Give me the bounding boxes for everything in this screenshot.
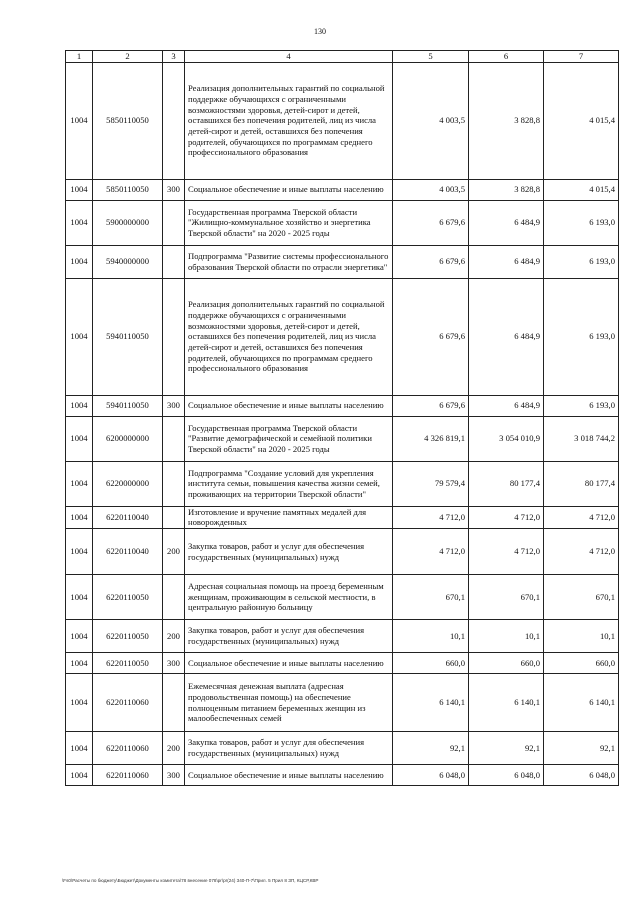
budget-table [65,50,619,786]
section-code-cell: 1004 [66,732,93,765]
table-row [66,245,619,278]
expense-type-cell: 300 [163,179,185,200]
table-row [66,620,619,653]
amount-2022-cell: 10,1 [544,620,619,653]
table-row [66,575,619,620]
description-cell: Подпрограмма "Развитие системы профессионального образования Тверской области по отрасли энергетика" [185,245,393,278]
amount-2022-cell: 6 193,0 [544,395,619,416]
amount-2021-cell: 6 484,9 [469,245,544,278]
amount-2021-cell: 80 177,4 [469,461,544,506]
target-article-cell: 5940110050 [93,278,163,395]
amount-2022-cell: 6 140,1 [544,674,619,732]
amount-2020-cell: 92,1 [393,732,469,765]
amount-2022-cell: 4 015,4 [544,179,619,200]
amount-2020-cell: 4 712,0 [393,529,469,575]
amount-2022-cell: 92,1 [544,732,619,765]
amount-2021-cell: 92,1 [469,732,544,765]
table-row [66,674,619,732]
description-cell: Реализация дополнительных гарантий по социальной поддержке обучающихся с ограниченными возможностями здоровья, детей-сирот и детей, оставшихся без попечения родителей, лиц из числа детей-сирот и детей, оставшихся без попечения родителей, обучающихся по программам среднего профессионального образования [185,62,393,179]
table-row [66,416,619,461]
page-number: 130 [314,27,326,36]
expense-type-cell [163,278,185,395]
amount-2022-cell: 4 015,4 [544,62,619,179]
header-col-1: 1 [66,51,93,63]
file-path-footer: \Fs0\Расчеты по бюджету\Бюджет\Документы комитета\78 внесение 078\pr\pr(24) 340-П-7\Прил. 5 Прил 8 ЗП, КЦСР,КВР [62,878,319,883]
section-code-cell: 1004 [66,765,93,786]
expense-type-cell: 300 [163,653,185,674]
section-code-cell: 1004 [66,461,93,506]
expense-type-cell: 200 [163,620,185,653]
amount-2021-cell: 4 712,0 [469,529,544,575]
expense-type-cell [163,62,185,179]
target-article-cell: 5850110050 [93,179,163,200]
amount-2020-cell: 6 679,6 [393,395,469,416]
expense-type-cell: 200 [163,732,185,765]
amount-2020-cell: 4 712,0 [393,506,469,528]
amount-2020-cell: 6 140,1 [393,674,469,732]
expense-type-cell [163,416,185,461]
description-cell: Закупка товаров, работ и услуг для обеспечения государственных (муниципальных) нужд [185,529,393,575]
target-article-cell: 5850110050 [93,62,163,179]
target-article-cell: 5940000000 [93,245,163,278]
description-cell: Социальное обеспечение и иные выплаты населению [185,395,393,416]
description-cell: Социальное обеспечение и иные выплаты населению [185,179,393,200]
target-article-cell: 5900000000 [93,200,163,245]
description-cell: Закупка товаров, работ и услуг для обеспечения государственных (муниципальных) нужд [185,620,393,653]
section-code-cell: 1004 [66,653,93,674]
expense-type-cell: 300 [163,765,185,786]
header-col-3: 3 [163,51,185,63]
header-col-6: 6 [469,51,544,63]
table-row [66,732,619,765]
amount-2022-cell: 6 193,0 [544,245,619,278]
description-cell: Подпрограмма "Создание условий для укрепления института семьи, повышения качества жизни семей, проживающих на территории Тверской области" [185,461,393,506]
table-row [66,506,619,528]
amount-2020-cell: 670,1 [393,575,469,620]
amount-2021-cell: 6 484,9 [469,200,544,245]
section-code-cell: 1004 [66,620,93,653]
table-row [66,200,619,245]
amount-2020-cell: 6 679,6 [393,278,469,395]
section-code-cell: 1004 [66,416,93,461]
amount-2020-cell: 4 326 819,1 [393,416,469,461]
target-article-cell: 6220110060 [93,765,163,786]
table-row [66,62,619,179]
amount-2020-cell: 6 679,6 [393,245,469,278]
description-cell: Социальное обеспечение и иные выплаты населению [185,765,393,786]
description-cell: Адресная социальная помощь на проезд беременным женщинам, проживающим в сельской местности, в центральную районную больницу [185,575,393,620]
table-row [66,765,619,786]
target-article-cell: 6220110040 [93,506,163,528]
amount-2022-cell: 660,0 [544,653,619,674]
expense-type-cell [163,245,185,278]
target-article-cell: 6220000000 [93,461,163,506]
description-cell: Государственная программа Тверской области "Жилищно-коммунальное хозяйство и энергетика Тверской области" на 2020 - 2025 годы [185,200,393,245]
amount-2021-cell: 660,0 [469,653,544,674]
amount-2020-cell: 6 679,6 [393,200,469,245]
amount-2020-cell: 660,0 [393,653,469,674]
target-article-cell: 6220110060 [93,674,163,732]
description-cell: Ежемесячная денежная выплата (адресная продовольственная помощь) на обеспечение полноценным питанием беременных женщин из малообеспеченных семей [185,674,393,732]
description-cell: Социальное обеспечение и иные выплаты населению [185,653,393,674]
amount-2021-cell: 670,1 [469,575,544,620]
table-row [66,461,619,506]
amount-2020-cell: 4 003,5 [393,62,469,179]
section-code-cell: 1004 [66,245,93,278]
expense-type-cell [163,506,185,528]
table-body [66,62,619,785]
section-code-cell: 1004 [66,674,93,732]
header-col-5: 5 [393,51,469,63]
section-code-cell: 1004 [66,395,93,416]
amount-2020-cell: 6 048,0 [393,765,469,786]
amount-2022-cell: 670,1 [544,575,619,620]
amount-2021-cell: 3 828,8 [469,179,544,200]
amount-2020-cell: 10,1 [393,620,469,653]
expense-type-cell [163,575,185,620]
section-code-cell: 1004 [66,278,93,395]
table-row [66,179,619,200]
target-article-cell: 6220110060 [93,732,163,765]
header-col-2: 2 [93,51,163,63]
table-header-row [66,51,619,63]
description-cell: Реализация дополнительных гарантий по социальной поддержке обучающихся с ограниченными возможностями здоровья, детей-сирот и детей, оставшихся без попечения родителей, лиц из числа детей-сирот и детей, оставшихся без попечения родителей, обучающихся по программам среднего профессионального образования [185,278,393,395]
amount-2020-cell: 4 003,5 [393,179,469,200]
amount-2021-cell: 4 712,0 [469,506,544,528]
amount-2022-cell: 4 712,0 [544,506,619,528]
target-article-cell: 6220110050 [93,620,163,653]
amount-2021-cell: 10,1 [469,620,544,653]
section-code-cell: 1004 [66,506,93,528]
expense-type-cell: 200 [163,529,185,575]
table-row [66,653,619,674]
amount-2021-cell: 3 828,8 [469,62,544,179]
target-article-cell: 6200000000 [93,416,163,461]
amount-2022-cell: 6 193,0 [544,200,619,245]
amount-2021-cell: 6 048,0 [469,765,544,786]
section-code-cell: 1004 [66,179,93,200]
amount-2022-cell: 6 193,0 [544,278,619,395]
header-col-4: 4 [185,51,393,63]
amount-2021-cell: 6 484,9 [469,278,544,395]
target-article-cell: 5940110050 [93,395,163,416]
amount-2021-cell: 6 140,1 [469,674,544,732]
expense-type-cell [163,200,185,245]
section-code-cell: 1004 [66,200,93,245]
description-cell: Изготовление и вручение памятных медалей для новорожденных [185,506,393,528]
expense-type-cell: 300 [163,395,185,416]
table-row [66,395,619,416]
section-code-cell: 1004 [66,62,93,179]
table-row [66,529,619,575]
section-code-cell: 1004 [66,575,93,620]
expense-type-cell [163,674,185,732]
target-article-cell: 6220110040 [93,529,163,575]
description-cell: Закупка товаров, работ и услуг для обеспечения государственных (муниципальных) нужд [185,732,393,765]
table-row [66,278,619,395]
amount-2022-cell: 4 712,0 [544,529,619,575]
amount-2021-cell: 3 054 010,9 [469,416,544,461]
amount-2022-cell: 80 177,4 [544,461,619,506]
expense-type-cell [163,461,185,506]
amount-2020-cell: 79 579,4 [393,461,469,506]
description-cell: Государственная программа Тверской области "Развитие демографической и семейной политики Тверской области" на 2020 - 2025 годы [185,416,393,461]
amount-2021-cell: 6 484,9 [469,395,544,416]
header-col-7: 7 [544,51,619,63]
amount-2022-cell: 3 018 744,2 [544,416,619,461]
amount-2022-cell: 6 048,0 [544,765,619,786]
section-code-cell: 1004 [66,529,93,575]
target-article-cell: 6220110050 [93,653,163,674]
target-article-cell: 6220110050 [93,575,163,620]
